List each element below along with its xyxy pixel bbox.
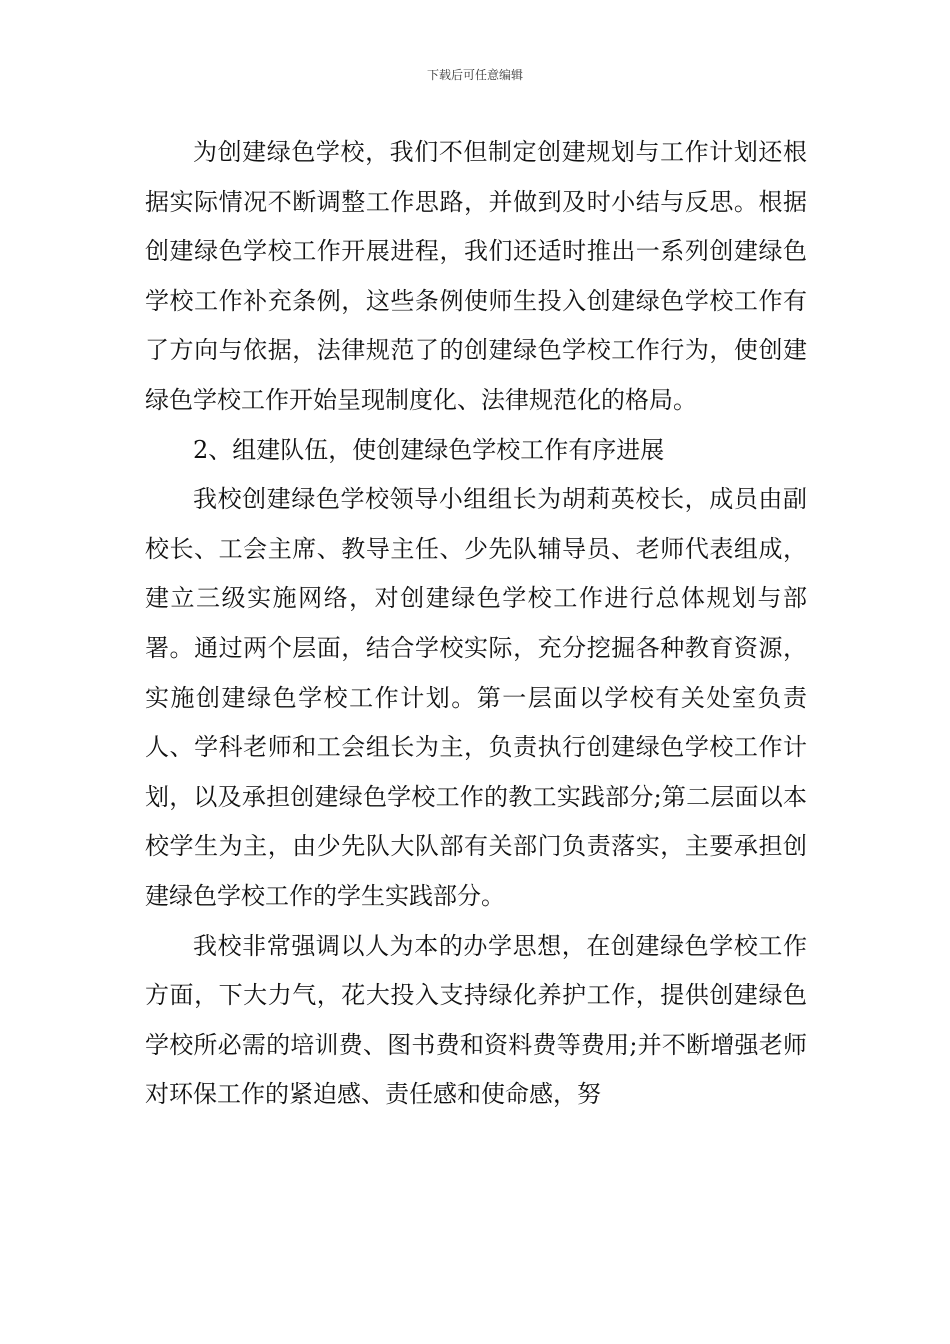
section-heading: 2、组建队伍，使创建绿色学校工作有序进展: [193, 435, 665, 464]
page-header: 下载后可任意编辑: [426, 68, 523, 82]
document-body: [145, 128, 807, 1120]
paragraph: 为创建绿色学校，我们不但制定创建规划与工作计划还根据实际情况不断调整工作思路，并做到及时小结与反思。根据创建绿色学校工作开展进程，我们还适时推出一系列创建绿色学校工作补充条例，这些条例使师生投入创建绿色学校工作有了方向与依据，法律规范了的创建绿色学校工作行为，使创建绿色学校工作开始呈现制度化、法律规范化的格局。: [145, 138, 807, 414]
paragraph: 我校非常强调以人为本的办学思想，在创建绿色学校工作方面，下大力气，花大投入支持绿化养护工作，提供创建绿色学校所必需的培训费、图书费和资料费等费用;并不断增强老师对环保工作的紧迫感、责任感和使命感，努: [145, 931, 807, 1109]
paragraph: 我校创建绿色学校领导小组组长为胡莉英校长，成员由副校长、工会主席、教导主任、少先队辅导员、老师代表组成，建立三级实施网络，对创建绿色学校工作进行总体规划与部署。通过两个层面，结合学校实际，充分挖掘各种教育资源，实施创建绿色学校工作计划。第一层面以学校有关处室负责人、学科老师和工会组长为主，负责执行创建绿色学校工作计划，以及承担创建绿色学校工作的教工实践部分;第二层面以本校学生为主，由少先队大队部有关部门负责落实，主要承担创建绿色学校工作的学生实践部分。: [145, 485, 807, 910]
